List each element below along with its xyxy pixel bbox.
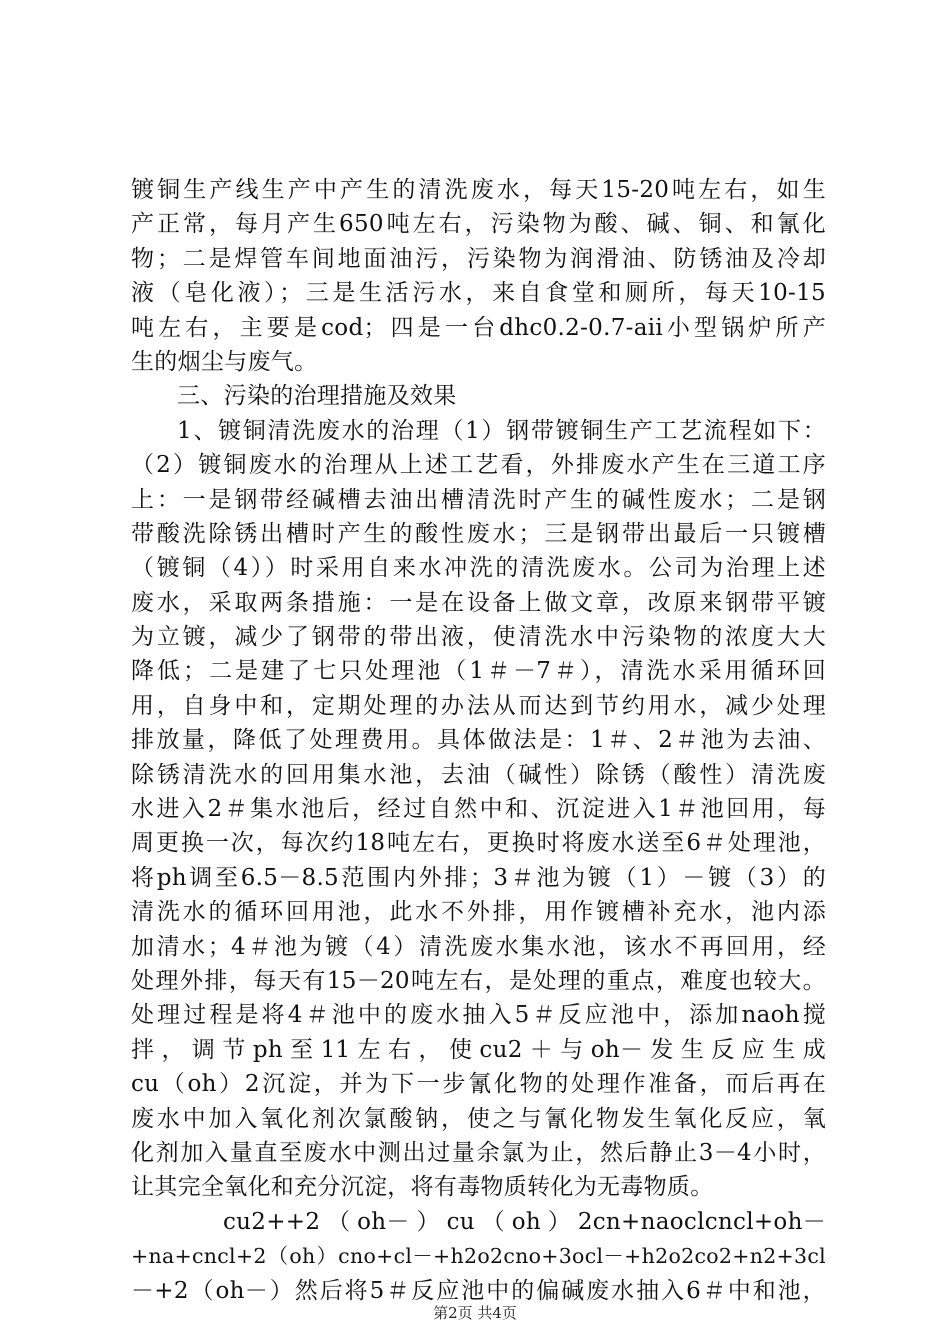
text-line: 镀铜生产线生产中产生的清洗废水，每天15-20吨左右，如生 [131, 177, 826, 203]
text-line: 将ph调至6.5－8.5范围内外排；3＃池为镀（1）－镀（3）的 [131, 864, 826, 891]
formula-line: cu2++2（oh－）cu（oh）2cn+naoclcncl+oh－ [223, 1208, 826, 1235]
text-line: 周更换一次，每次约18吨左右，更换时将废水送至6＃处理池， [131, 830, 826, 857]
text-line: 让其完全氧化和充分沉淀，将有毒物质转化为无毒物质。 [131, 1174, 714, 1201]
section-heading: 三、污染的治理措施及效果 [177, 383, 457, 410]
text-line: 液（皂化液）；三是生活污水，来自食堂和厕所，每天10-15 [131, 280, 826, 307]
text-line: 废水，采取两条措施：一是在设备上做文章，改原来钢带平镀 [131, 589, 826, 616]
text-line: 用，自身中和，定期处理的办法从而达到节约用水，减少处理 [131, 692, 826, 719]
text-line: 降低；二是建了七只处理池（1＃－7＃），清洗水采用循环回 [131, 658, 826, 685]
text-line: 水进入2＃集水池后，经过自然中和、沉淀进入1＃池回用，每 [131, 796, 826, 823]
text-line: （2）镀铜废水的治理从上述工艺看，外排废水产生在三道工序 [131, 452, 826, 479]
text-line: 带酸洗除锈出槽时产生的酸性废水；三是钢带出最后一只镀槽 [131, 520, 826, 547]
text-line: 加清水；4＃池为镀（4）清洗废水集水池，该水不再回用，经 [131, 933, 826, 960]
text-line: 排放量，降低了处理费用。具体做法是：1＃、2＃池为去油、 [131, 727, 826, 754]
text-line: 上：一是钢带经碱槽去油出槽清洗时产生的碱性废水；二是钢 [131, 486, 826, 513]
text-line: －+2（oh－）然后将5＃反应池中的偏碱废水抽入6＃中和池， [131, 1277, 826, 1304]
text-line: 拌，调节ph至11左右，使cu2＋与oh－发生反应生成 [131, 1036, 826, 1063]
document-body [131, 173, 826, 1308]
text-line: cu（oh）2沉淀，并为下一步氰化物的处理作准备，而后再在 [131, 1071, 826, 1098]
text-line: 清洗水的循环回用池，此水不外排，用作镀槽补充水，池内添 [131, 899, 826, 926]
text-line: 1、镀铜清洗废水的治理（1）钢带镀铜生产工艺流程如下： [177, 417, 826, 444]
text-line: 除锈清洗水的回用集水池，去油（碱性）除锈（酸性）清洗废 [131, 761, 826, 788]
text-line: 物；二是焊管车间地面油污，污染物为润滑油、防锈油及冷却 [131, 245, 826, 272]
text-line: 处理外排，每天有15－20吨左右，是处理的重点，难度也较大。 [131, 967, 826, 994]
text-line: 吨左右，主要是cod；四是一台dhc0.2-0.7-aii小型锅炉所产 [131, 314, 826, 341]
text-line: 废水中加入氧化剂次氯酸钠，使之与氰化物发生氧化反应，氧 [131, 1105, 826, 1132]
formula-line: +na+cncl+2（oh）cno+cl－+h2o2cno+3ocl－+h2o2co2+n2+3cl [131, 1244, 826, 1269]
page-number-footer: 第2页 共4页 [433, 1304, 517, 1322]
text-line: 化剂加入量直至废水中测出过量余氯为止，然后静止3－4小时， [131, 1139, 826, 1166]
text-line: 生的烟尘与废气。 [131, 348, 318, 375]
text-line: 处理过程是将4＃池中的废水抽入5＃反应池中，添加naoh搅 [131, 1002, 826, 1029]
text-line: 产正常，每月产生650吨左右，污染物为酸、碱、铜、和氰化 [131, 211, 826, 238]
text-line: （镀铜（4））时采用自来水冲洗的清洗废水。公司为治理上述 [131, 555, 826, 582]
text-line: 为立镀，减少了钢带的带出液，使清洗水中污染物的浓度大大 [131, 624, 826, 651]
